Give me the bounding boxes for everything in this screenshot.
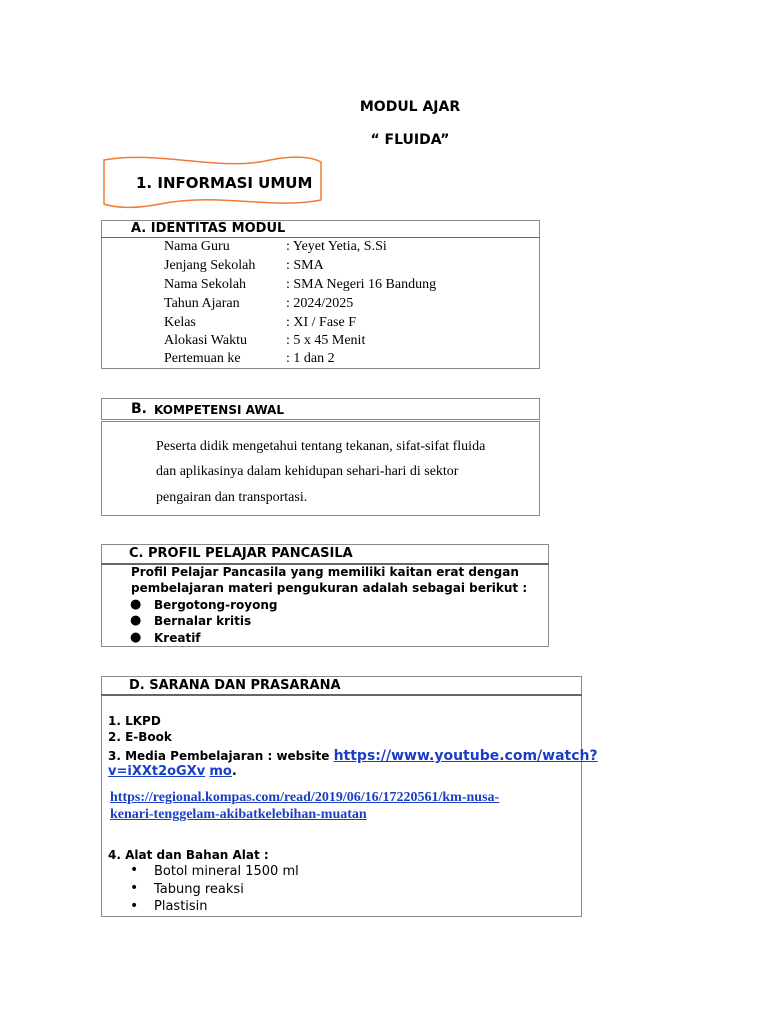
document-title: MODUL AJAR	[359, 99, 461, 115]
alat-item-label: Plastisin	[154, 899, 208, 914]
sarana-item-media-cont	[108, 764, 237, 779]
media-period: .	[231, 764, 237, 779]
bullet-icon: •	[130, 862, 139, 878]
media-label: 3. Media Pembelajaran : website	[108, 749, 334, 763]
identitas-value: : XI / Fase F	[286, 315, 356, 330]
document-subtitle: “ FLUIDA”	[370, 132, 450, 148]
bullet-icon: •	[130, 880, 139, 896]
profil-item-label: Kreatif	[154, 631, 201, 645]
identitas-value: : SMA Negeri 16 Bandung	[286, 277, 437, 292]
identitas-label: Tahun Ajaran	[164, 296, 240, 311]
profil-item-label: Bernalar kritis	[154, 614, 252, 628]
bullet-icon: ●	[130, 630, 142, 645]
identitas-row	[164, 258, 324, 274]
alat-item-label: Botol mineral 1500 ml	[154, 864, 299, 879]
section-informasi-umum: 1. INFORMASI UMUM	[136, 174, 313, 192]
identitas-value: : 1 dan 2	[286, 351, 335, 366]
identitas-label: Kelas	[164, 315, 196, 330]
identitas-value: : Yeyet Yetia, S.Si	[286, 239, 387, 254]
identitas-row	[164, 315, 356, 331]
youtube-link-cont[interactable]: v=iXXt2oGXv	[108, 764, 206, 779]
profil-heading: C. PROFIL PELAJAR PANCASILA	[129, 546, 353, 561]
identitas-label: Nama Sekolah	[164, 277, 247, 292]
identitas-label: Alokasi Waktu	[164, 333, 247, 348]
bullet-icon: ●	[130, 613, 142, 628]
sarana-item: 2. E-Book	[108, 730, 172, 744]
kompetensi-line: Peserta didik mengetahui tentang tekanan, sifat-sifat fluida	[156, 439, 486, 454]
identitas-row	[164, 333, 366, 349]
identitas-label: Nama Guru	[164, 239, 230, 254]
identitas-value: : SMA	[286, 258, 324, 273]
kompetensi-heading: KOMPETENSI AWAL	[154, 403, 284, 417]
identitas-modul-heading: A. IDENTITAS MODUL	[131, 221, 286, 236]
identitas-value: : 5 x 45 Menit	[286, 333, 366, 348]
profil-intro: pembelajaran materi pengukuran adalah sebagai berikut :	[131, 581, 528, 595]
identitas-label: Jenjang Sekolah	[164, 258, 256, 273]
bullet-icon: •	[130, 898, 139, 914]
identitas-row	[164, 239, 387, 255]
identitas-row	[164, 351, 335, 367]
kompas-link-cont[interactable]: kenari-tenggelam-akibatkelebihan-muatan	[110, 807, 367, 822]
sarana-item: 1. LKPD	[108, 714, 161, 728]
profil-intro: Profil Pelajar Pancasila yang memiliki kaitan erat dengan	[131, 565, 519, 579]
youtube-link[interactable]: https://www.youtube.com/watch?	[333, 748, 598, 764]
sarana-item: 4. Alat dan Bahan Alat :	[108, 848, 269, 862]
identitas-row	[164, 296, 354, 312]
profil-item-label: Bergotong-royong	[154, 598, 278, 612]
sarana-heading: D. SARANA DAN PRASARANA	[129, 678, 341, 693]
identitas-label: Pertemuan ke	[164, 351, 241, 366]
kompetensi-line: dan aplikasinya dalam kehidupan sehari-hari di sektor	[156, 464, 459, 479]
identitas-row	[164, 277, 437, 293]
sarana-item-media	[108, 745, 598, 764]
youtube-link-end[interactable]: mo	[209, 764, 232, 779]
alat-item-label: Tabung reaksi	[154, 882, 244, 897]
identitas-value: : 2024/2025	[286, 296, 354, 311]
kompetensi-line: pengairan dan transportasi.	[156, 490, 308, 505]
kompas-link[interactable]: https://regional.kompas.com/read/2019/06/16/17220561/km-nusa-	[110, 790, 500, 805]
bullet-icon: ●	[130, 597, 142, 612]
kompetensi-heading-letter: B.	[131, 401, 147, 417]
